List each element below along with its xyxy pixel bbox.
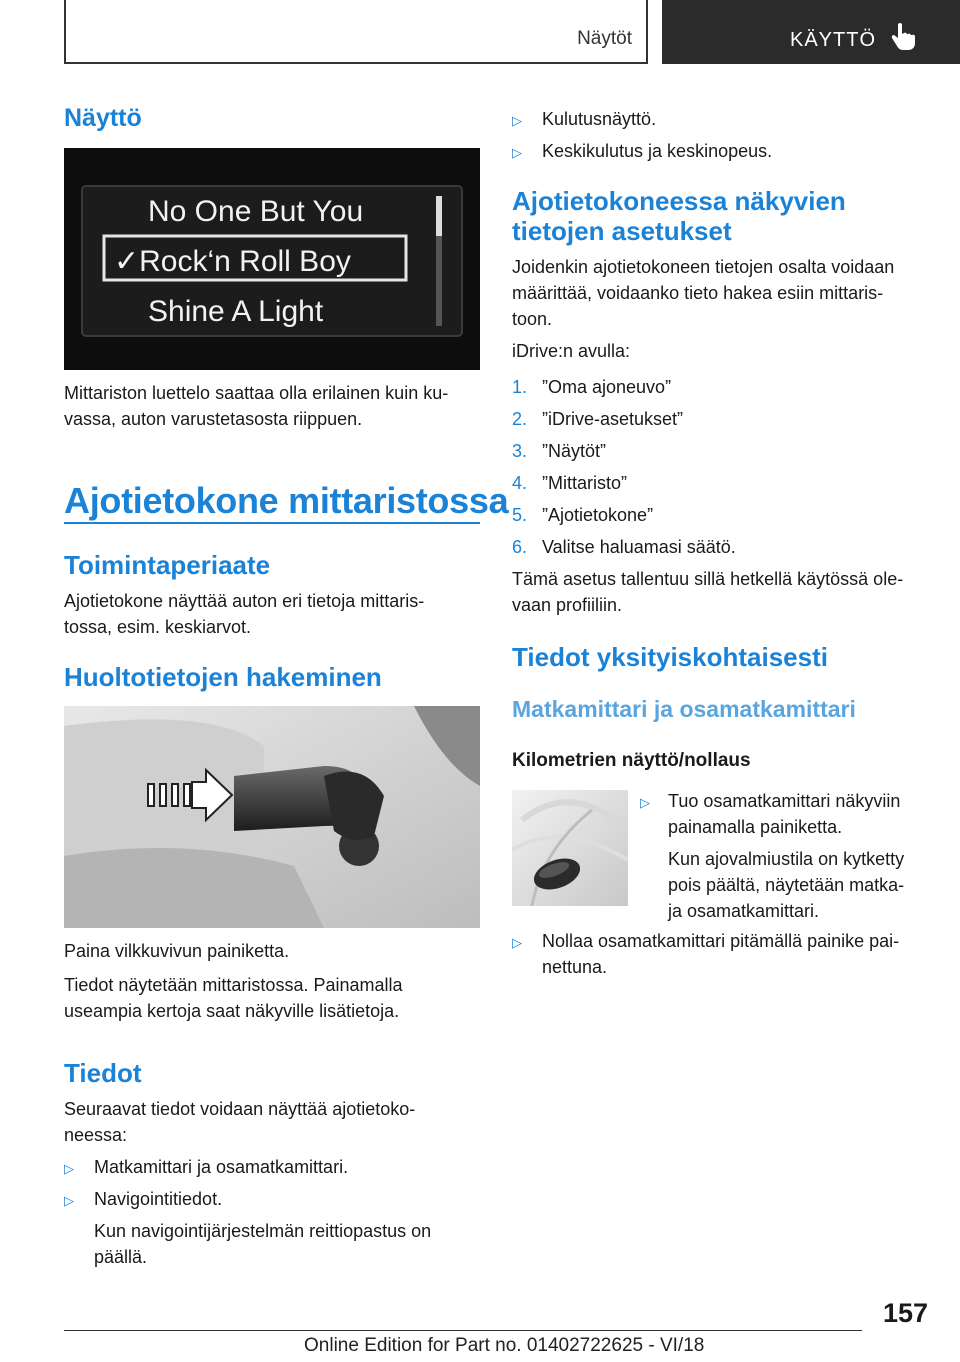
paragraph-line: iDrive:n avulla: — [512, 341, 631, 361]
page-number: 157 — [882, 1298, 928, 1328]
trip-reset-button-image — [512, 790, 628, 906]
list-item-line: nettuna. — [542, 957, 608, 977]
hand-pointer-icon — [890, 22, 916, 50]
paragraph-line: neessa: — [64, 1125, 128, 1145]
list-item-note-line: ja osamatkamittari. — [668, 901, 820, 921]
heading-tiedot: Tiedot — [64, 1058, 142, 1088]
section-title-naytto: Näyttö — [64, 104, 142, 132]
heading-tiedot-yksityiskohtaisesti: Tiedot yksityiskohtaisesti — [512, 642, 828, 672]
header-chapter-tab — [662, 0, 960, 64]
paragraph-line: Seuraavat tiedot voidaan näyttää ajotietoko- — [64, 1099, 416, 1119]
paragraph-line: useampia kertoja saat näkyville lisätietoja. — [64, 1001, 400, 1021]
instrument-list-screen-image — [64, 148, 480, 370]
heading-asetukset-line1: Ajotietokoneessa näkyvien — [512, 186, 846, 216]
heading-huoltotietojen-hakeminen: Huoltotietojen hakeminen — [64, 662, 382, 692]
paragraph-line: Joidenkin ajotietokoneen tietojen osalta voidaan — [512, 257, 895, 277]
list-item-note-line: pois päältä, näytetään matka- — [668, 875, 905, 895]
header-section-title: Näytöt — [577, 28, 632, 49]
header-chapter-title: KÄYTTÖ — [790, 29, 877, 51]
paragraph-line: määrittää, voidaanko tieto hakea esiin mittaris- — [512, 283, 884, 303]
subheading-matkamittari: Matkamittari ja osamatkamittari — [512, 696, 856, 722]
subheading-kilometrien-naytto: Kilometrien näyttö/nollaus — [512, 750, 751, 771]
triangle-bullet-icon: ▷ — [512, 935, 522, 950]
list-item-note-line: Kun ajovalmiustila on kytketty — [668, 849, 905, 869]
triangle-bullet-icon: ▷ — [640, 795, 650, 810]
turn-signal-lever-image — [64, 706, 480, 928]
list-item-line: painamalla painiketta. — [668, 817, 843, 837]
triangle-bullet-icon: ▷ — [64, 1193, 74, 1208]
list-item-note-line: päällä. — [94, 1247, 148, 1267]
paragraph-line: Paina vilkkuvivun painiketta. — [64, 941, 290, 961]
list-item-note-line: Kun navigointijärjestelmän reittiopastus on — [94, 1221, 432, 1241]
screen-list-item: No One But You — [148, 195, 364, 228]
triangle-bullet-icon: ▷ — [512, 145, 522, 160]
caption-line: Mittariston luettelo saattaa olla erilainen kuin ku- — [64, 383, 449, 403]
chapter-title: Ajotietokone mittaristossa — [64, 480, 509, 521]
heading-toimintaperiaate: Toimintaperiaate — [64, 550, 271, 580]
paragraph-line: toon. — [512, 309, 553, 329]
paragraph-line: Tiedot näytetään mittaristossa. Painamalla — [64, 975, 403, 995]
triangle-bullet-icon: ▷ — [512, 113, 522, 128]
paragraph-line: tossa, esim. keskiarvot. — [64, 617, 252, 637]
paragraph-line: vaan profiiliin. — [512, 595, 623, 615]
caption-line: vassa, auton varustetasosta riippuen. — [64, 409, 363, 429]
triangle-bullet-icon: ▷ — [64, 1161, 74, 1176]
screen-list-item-selected: ✓Rock‘n Roll Boy — [114, 245, 351, 278]
footer-rule — [64, 1330, 862, 1331]
paragraph-line: Ajotietokone näyttää auton eri tietoja mittaris- — [64, 591, 425, 611]
header-box — [64, 0, 648, 64]
heading-asetukset-line2: tietojen asetukset — [512, 216, 732, 246]
chapter-title-underline — [64, 522, 480, 524]
screen-list-item: Shine A Light — [148, 295, 324, 328]
footer-edition-text: Online Edition for Part no. 01402722625 - VI/18 — [304, 1335, 705, 1356]
paragraph-line: Tämä asetus tallentuu sillä hetkellä käytössä ole- — [512, 569, 904, 589]
